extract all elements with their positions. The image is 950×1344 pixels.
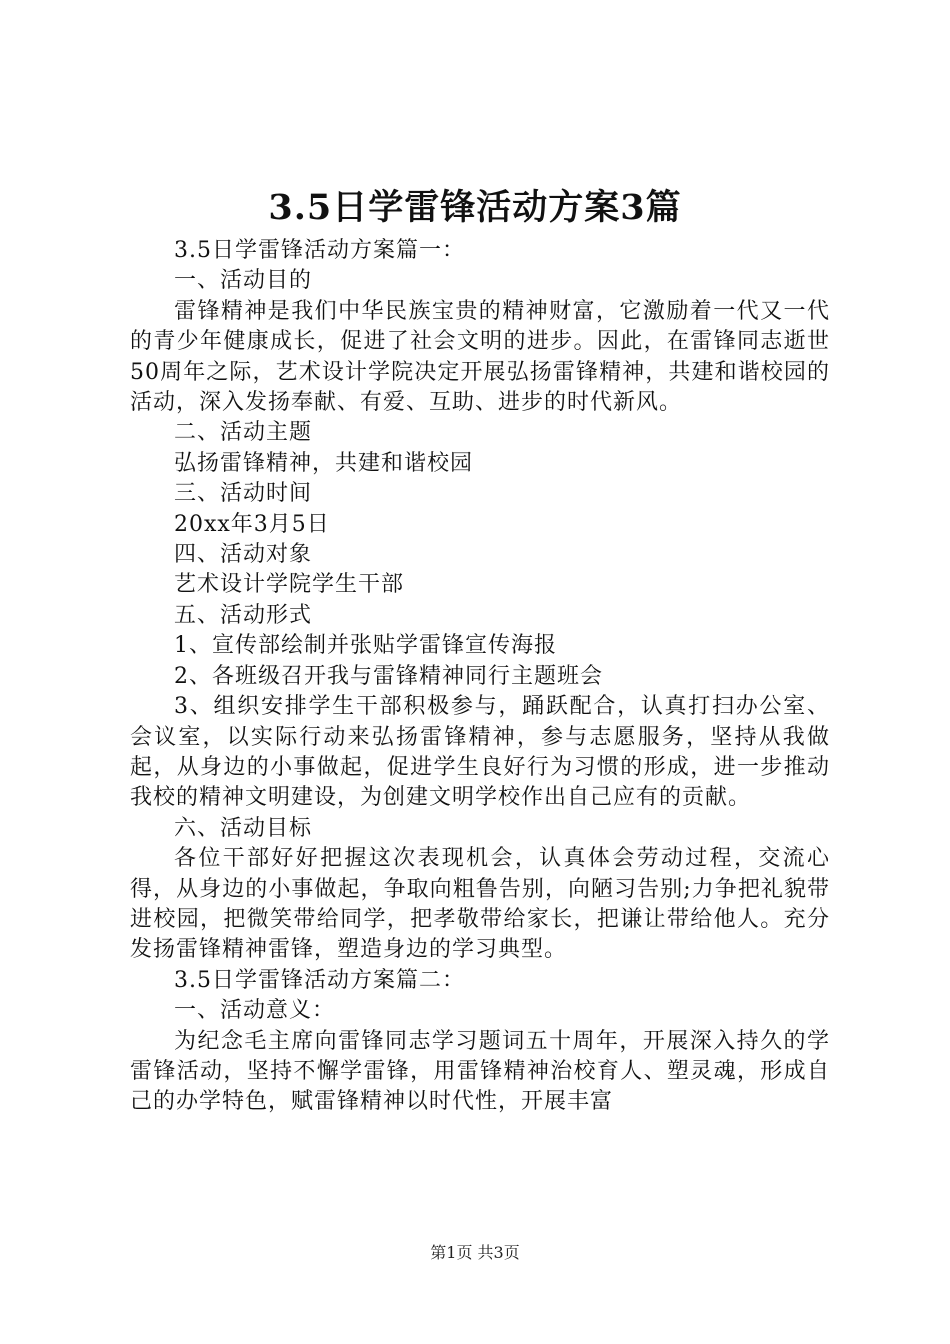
list-item: 3、组织安排学生干部积极参与，踊跃配合，认真打扫办公室、会议室，以实际行动来弘扬雷锋精神，参与志愿服务，坚持从我做起，从身边的小事做起，促进学生良好行为习惯的形成，进一步推动我校的精神文明建设，为创建文明学校作出自己应有的贡献。 bbox=[130, 694, 830, 811]
subheading: 三、活动时间 bbox=[174, 481, 313, 507]
paragraph: 艺术设计学院学生干部 bbox=[174, 572, 405, 598]
subheading: 四、活动对象 bbox=[174, 542, 313, 568]
paragraph: 雷锋精神是我们中华民族宝贵的精神财富，它激励着一代又一代的青少年健康成长，促进了社会文明的进步。因此，在雷锋同志逝世50周年之际，艺术设计学院决定开展弘扬雷锋精神，共建和谐校园的活动，深入发扬奉献、有爱、互助、进步的时代新风。 bbox=[130, 298, 830, 416]
list-item: 2、各班级召开我与雷锋精神同行主题班会 bbox=[174, 663, 603, 689]
paragraph: 20xx年3月5日 bbox=[174, 511, 330, 537]
subheading: 五、活动形式 bbox=[174, 602, 313, 628]
document-title: 3.5日学雷锋活动方案3篇 bbox=[268, 187, 682, 228]
paragraph: 弘扬雷锋精神，共建和谐校园 bbox=[174, 450, 474, 476]
paragraph: 为纪念毛主席向雷锋同志学习题词五十周年，开展深入持久的学雷锋活动，坚持不懈学雷锋，用雷锋精神治校育人、塑灵魂，形成自己的办学特色，赋雷锋精神以时代性，开展丰富 bbox=[130, 1028, 830, 1115]
subheading: 一、活动意义： bbox=[174, 998, 336, 1024]
subheading: 六、活动目标 bbox=[174, 815, 313, 841]
document-body bbox=[130, 236, 830, 1118]
page-footer: 第1页 共3页 bbox=[430, 1243, 520, 1262]
list-item: 1、宣传部绘制并张贴学雷锋宣传海报 bbox=[174, 633, 557, 659]
section-heading: 3.5日学雷锋活动方案篇二： bbox=[174, 967, 465, 993]
subheading: 二、活动主题 bbox=[174, 420, 313, 446]
paragraph: 各位干部好好把握这次表现机会，认真体会劳动过程，交流心得，从身边的小事做起，争取向粗鲁告别，向陋习告别;力争把礼貌带进校园，把微笑带给同学，把孝敬带给家长，把谦让带给他人。充分发扬雷锋精神雷锋，塑造身边的学习典型。 bbox=[130, 846, 830, 963]
subheading: 一、活动目的 bbox=[174, 268, 313, 294]
section-heading: 3.5日学雷锋活动方案篇一： bbox=[174, 238, 465, 263]
